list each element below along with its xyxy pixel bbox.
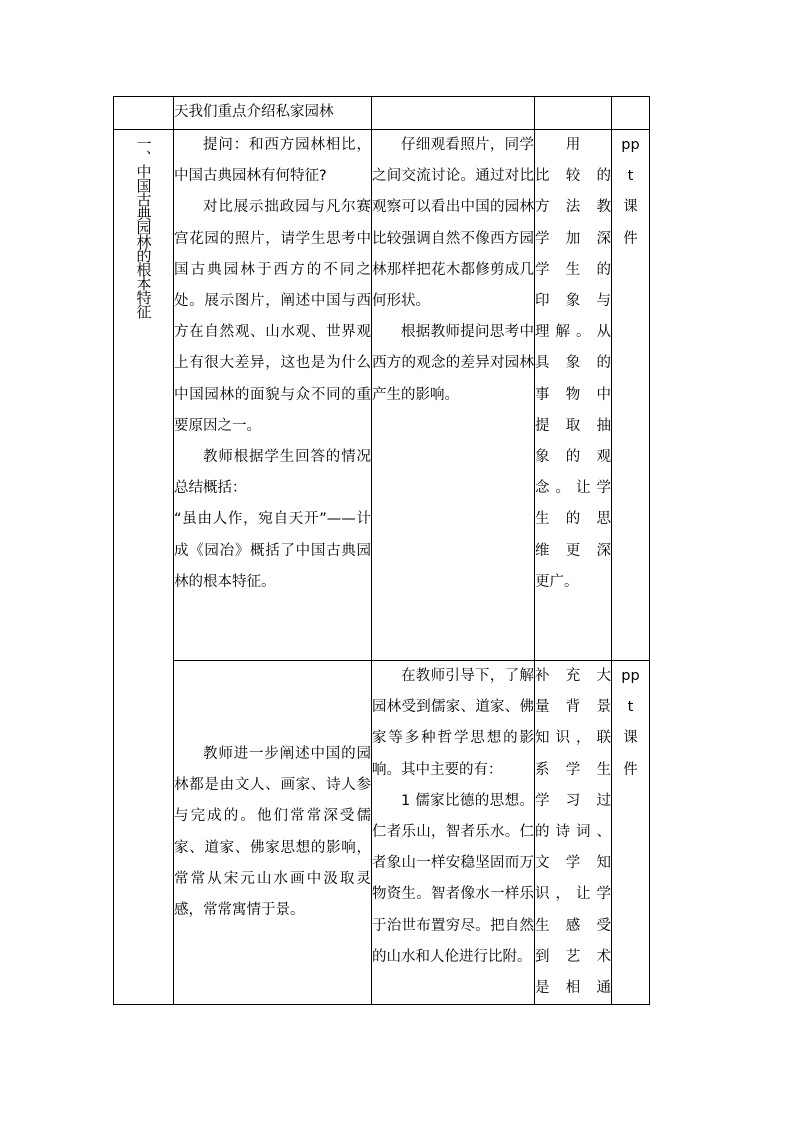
teacher-activity-cell (174, 661, 372, 1005)
table-row-section2 (114, 661, 650, 1005)
intent-line: 学习过 (535, 792, 611, 809)
intent-line: 念。让学 (535, 480, 611, 497)
intent-line: 是相通 (535, 980, 611, 997)
intent-line: 识，让学 (535, 886, 611, 903)
teacher-elaborate: 教师进一步阐述中国的园林都是由文人、画家、诗人参与完成的。他们常常深受儒家、道家、佛家思想的影响，常常从宋元山水画中汲取灵感，常常寓情于景。 (174, 746, 371, 919)
stage-cell-empty (114, 97, 174, 130)
teacher-activity-cell (174, 97, 372, 130)
teacher-compare: 对比展示拙政园与凡尔赛宫花园的照片，请学生思考中国古典园林于西方的不同之处。展示图片，阐述中国与西方在自然观、山水观、世界观上有很大差异，这也是为什么中国园林的面貌与众不同的重要原因之一。 (174, 199, 371, 434)
intent-line: 用 (565, 137, 581, 153)
stage-title: 一、中国古典园林的根本特征 (134, 136, 153, 318)
intent-line: 方法教 (535, 199, 611, 216)
intent-line: 印象与 (535, 293, 611, 310)
table-row-section1 (114, 130, 650, 661)
intent-line: 理解。从 (535, 324, 611, 341)
intent-line: 生感受 (535, 917, 611, 934)
teacher-question: 提问：和西方园林相比，中国古典园林有何特征? (174, 137, 371, 185)
resource-text: 课 (623, 730, 638, 747)
resource-text: 件 (623, 761, 638, 778)
resource-text: pp (621, 668, 640, 684)
intent-line: 学生的 (535, 261, 611, 278)
student-activity-cell (372, 130, 535, 661)
student-think: 根据教师提问思考中西方的观念的差异对园林产生的影响。 (372, 324, 534, 403)
student-activity-cell-empty (372, 97, 535, 130)
intent-line: 提取抽 (535, 417, 611, 434)
resource-text: t (627, 699, 634, 716)
lesson-plan-table (113, 96, 650, 1005)
student-confucian: 1 儒家比德的思想。仁者乐山，智者乐水。仁者象山一样安稳坚固而万物资生。智者像水一样乐于治世布置穷尽。把自然的山水和人伦进行比附。 (372, 792, 534, 965)
resource-text: 课 (623, 199, 638, 216)
resource-text: pp (621, 137, 640, 153)
design-intent-cell (535, 661, 612, 1005)
intent-line: 量背景 (535, 699, 611, 716)
teacher-summary: 教师根据学生回答的情况总结概括： (174, 449, 371, 497)
intent-line: 文学知 (535, 855, 611, 872)
intent-line: 学加深 (535, 230, 611, 247)
content-tail-text: 天我们重点介绍私家园林 (174, 104, 334, 120)
resource-text: 件 (623, 230, 638, 247)
stage-title-cell (114, 130, 174, 1005)
intent-line: 更广。 (535, 573, 579, 590)
teacher-quote: “虽由人作，宛自天开”——计成《园冶》概括了中国古典园林的根本特征。 (174, 511, 371, 590)
intent-line: 维更深 (535, 542, 611, 559)
resource-cell-empty (612, 97, 650, 130)
resource-cell (612, 130, 650, 661)
student-observe: 仔细观看照片，同学之间交流讨论。通过对比观察可以看出中国的园林比较强调自然不像西方园林那样把花木都修剪成几何形状。 (372, 137, 534, 310)
intent-line: 到艺术 (535, 948, 611, 965)
intent-line: 具象的 (535, 355, 611, 372)
teacher-activity-cell (174, 130, 372, 661)
resource-cell (612, 661, 650, 1005)
intent-line: 生的思 (535, 511, 611, 528)
intent-line: 补充大 (535, 668, 611, 684)
intent-line: 事物中 (535, 386, 611, 403)
intent-line: 象的观 (535, 449, 611, 466)
student-activity-cell (372, 661, 535, 1005)
intent-line: 的诗词、 (535, 824, 611, 841)
table-row-continued (114, 97, 650, 130)
resource-text: t (627, 168, 634, 185)
student-guided: 在教师引导下，了解园林受到儒家、道家、佛家等多种哲学思想的影响。其中主要的有： (372, 668, 534, 778)
design-intent-cell-empty (535, 97, 612, 130)
intent-line: 知识，联 (535, 730, 611, 747)
intent-line: 系学生 (535, 761, 611, 778)
design-intent-cell (535, 130, 612, 661)
intent-line: 比较的 (535, 168, 611, 185)
